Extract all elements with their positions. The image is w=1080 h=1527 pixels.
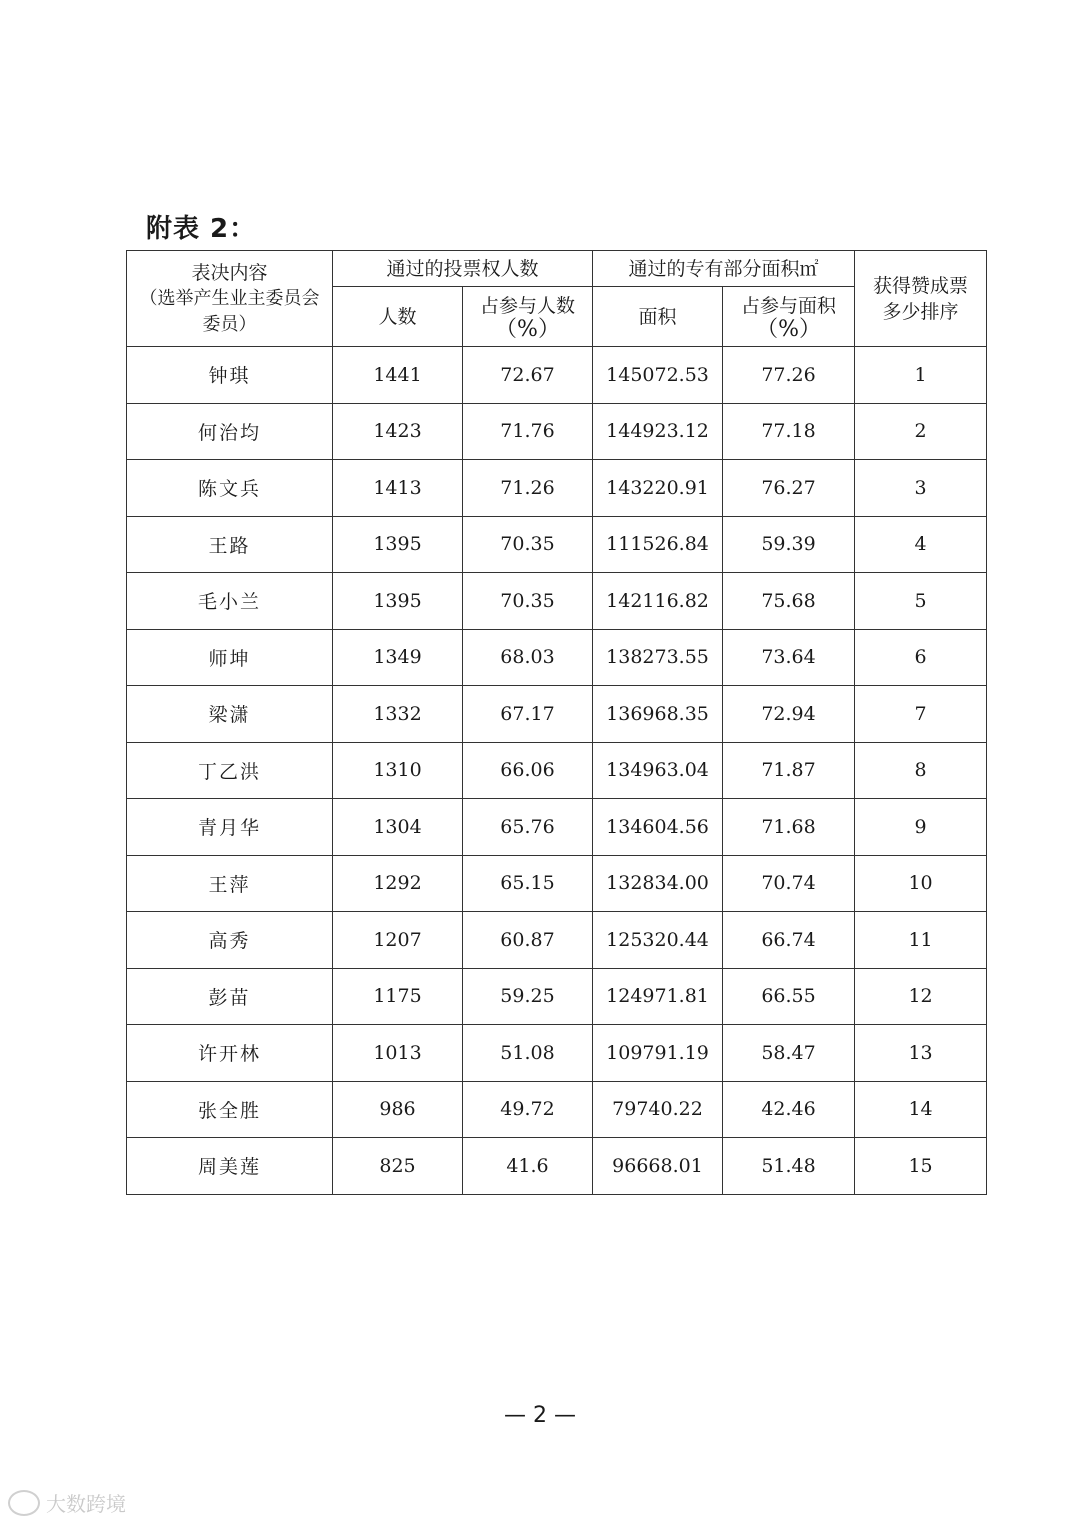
cell-people: 1310 — [333, 742, 463, 799]
cell-name: 钟琪 — [127, 347, 333, 404]
cell-people-pct: 68.03 — [463, 629, 593, 686]
cell-area: 96668.01 — [593, 1138, 723, 1195]
table-row — [127, 742, 987, 799]
page-number: — 2 — — [504, 1403, 576, 1428]
cell-people-pct: 70.35 — [463, 573, 593, 630]
cell-area-pct: 70.74 — [723, 855, 855, 912]
cell-people-pct: 60.87 — [463, 912, 593, 969]
header-people: 人数 — [333, 287, 463, 347]
cell-area: 142116.82 — [593, 573, 723, 630]
cell-people-pct: 66.06 — [463, 742, 593, 799]
cell-people-pct: 51.08 — [463, 1025, 593, 1082]
cell-people: 1395 — [333, 573, 463, 630]
cell-rank: 11 — [855, 912, 987, 969]
cell-people: 825 — [333, 1138, 463, 1195]
cell-people-pct: 49.72 — [463, 1081, 593, 1138]
cell-people-pct: 59.25 — [463, 968, 593, 1025]
header-group-area: 通过的专有部分面积㎡ — [593, 251, 855, 287]
cell-people-pct: 41.6 — [463, 1138, 593, 1195]
cell-area-pct: 76.27 — [723, 460, 855, 517]
table-row — [127, 460, 987, 517]
cell-area-pct: 66.74 — [723, 912, 855, 969]
cell-area-pct: 42.46 — [723, 1081, 855, 1138]
cell-name: 陈文兵 — [127, 460, 333, 517]
cell-name: 高秀 — [127, 912, 333, 969]
cell-name: 王路 — [127, 516, 333, 573]
header-group-people: 通过的投票权人数 — [333, 251, 593, 287]
page-title: 附表 2： — [146, 214, 257, 244]
cell-rank: 2 — [855, 403, 987, 460]
table-row — [127, 855, 987, 912]
cell-people: 1441 — [333, 347, 463, 404]
cell-name: 周美莲 — [127, 1138, 333, 1195]
cell-rank: 15 — [855, 1138, 987, 1195]
cell-area-pct: 73.64 — [723, 629, 855, 686]
header-area: 面积 — [593, 287, 723, 347]
cell-people-pct: 65.15 — [463, 855, 593, 912]
cell-rank: 8 — [855, 742, 987, 799]
cell-rank: 5 — [855, 573, 987, 630]
watermark-logo-icon — [8, 1490, 40, 1516]
cell-name: 青月华 — [127, 799, 333, 856]
cell-rank: 14 — [855, 1081, 987, 1138]
vote-results-table — [126, 250, 987, 1195]
cell-name: 许开林 — [127, 1025, 333, 1082]
cell-name: 师坤 — [127, 629, 333, 686]
cell-rank: 13 — [855, 1025, 987, 1082]
table-row — [127, 686, 987, 743]
cell-name: 丁乙洪 — [127, 742, 333, 799]
table-row — [127, 1081, 987, 1138]
cell-area-pct: 75.68 — [723, 573, 855, 630]
cell-area-pct: 51.48 — [723, 1138, 855, 1195]
cell-area: 143220.91 — [593, 460, 723, 517]
cell-area-pct: 58.47 — [723, 1025, 855, 1082]
header-area-pct: 占参与面积 （%） — [723, 287, 855, 347]
cell-area: 136968.35 — [593, 686, 723, 743]
cell-area: 145072.53 — [593, 347, 723, 404]
cell-rank: 3 — [855, 460, 987, 517]
cell-name: 毛小兰 — [127, 573, 333, 630]
cell-people: 1207 — [333, 912, 463, 969]
cell-rank: 12 — [855, 968, 987, 1025]
cell-people: 1013 — [333, 1025, 463, 1082]
table-row — [127, 1138, 987, 1195]
cell-area-pct: 71.87 — [723, 742, 855, 799]
cell-people-pct: 67.17 — [463, 686, 593, 743]
cell-people: 1423 — [333, 403, 463, 460]
cell-area-pct: 59.39 — [723, 516, 855, 573]
cell-people: 1349 — [333, 629, 463, 686]
cell-area-pct: 72.94 — [723, 686, 855, 743]
table-row — [127, 1025, 987, 1082]
cell-area: 111526.84 — [593, 516, 723, 573]
table-row — [127, 347, 987, 404]
cell-people: 1175 — [333, 968, 463, 1025]
cell-people: 986 — [333, 1081, 463, 1138]
watermark — [8, 1488, 126, 1517]
table-row — [127, 403, 987, 460]
cell-name: 王萍 — [127, 855, 333, 912]
cell-name: 梁潇 — [127, 686, 333, 743]
cell-area: 125320.44 — [593, 912, 723, 969]
cell-people-pct: 72.67 — [463, 347, 593, 404]
cell-rank: 1 — [855, 347, 987, 404]
cell-rank: 6 — [855, 629, 987, 686]
cell-area-pct: 71.68 — [723, 799, 855, 856]
header-content: 表决内容 （选举产生业主委员会委员） — [127, 251, 333, 347]
cell-rank: 4 — [855, 516, 987, 573]
cell-name: 何治均 — [127, 403, 333, 460]
cell-name: 彭苗 — [127, 968, 333, 1025]
table-row — [127, 516, 987, 573]
cell-people: 1332 — [333, 686, 463, 743]
cell-people: 1395 — [333, 516, 463, 573]
cell-area: 109791.19 — [593, 1025, 723, 1082]
watermark-text: 大数跨境 — [46, 1492, 126, 1516]
cell-name: 张全胜 — [127, 1081, 333, 1138]
cell-rank: 9 — [855, 799, 987, 856]
cell-area: 134963.04 — [593, 742, 723, 799]
cell-people: 1413 — [333, 460, 463, 517]
table-row — [127, 912, 987, 969]
table-row — [127, 799, 987, 856]
cell-area-pct: 66.55 — [723, 968, 855, 1025]
cell-area: 124971.81 — [593, 968, 723, 1025]
cell-area: 144923.12 — [593, 403, 723, 460]
cell-people-pct: 65.76 — [463, 799, 593, 856]
cell-rank: 10 — [855, 855, 987, 912]
cell-area: 132834.00 — [593, 855, 723, 912]
cell-area: 134604.56 — [593, 799, 723, 856]
cell-people-pct: 71.76 — [463, 403, 593, 460]
cell-area: 79740.22 — [593, 1081, 723, 1138]
cell-people: 1304 — [333, 799, 463, 856]
header-people-pct: 占参与人数 （%） — [463, 287, 593, 347]
table-row — [127, 968, 987, 1025]
header-rank: 获得赞成票多少排序 — [855, 251, 987, 347]
cell-area-pct: 77.18 — [723, 403, 855, 460]
cell-people: 1292 — [333, 855, 463, 912]
cell-people-pct: 71.26 — [463, 460, 593, 517]
cell-people-pct: 70.35 — [463, 516, 593, 573]
cell-area: 138273.55 — [593, 629, 723, 686]
table-row — [127, 573, 987, 630]
cell-area-pct: 77.26 — [723, 347, 855, 404]
table-row — [127, 629, 987, 686]
cell-rank: 7 — [855, 686, 987, 743]
